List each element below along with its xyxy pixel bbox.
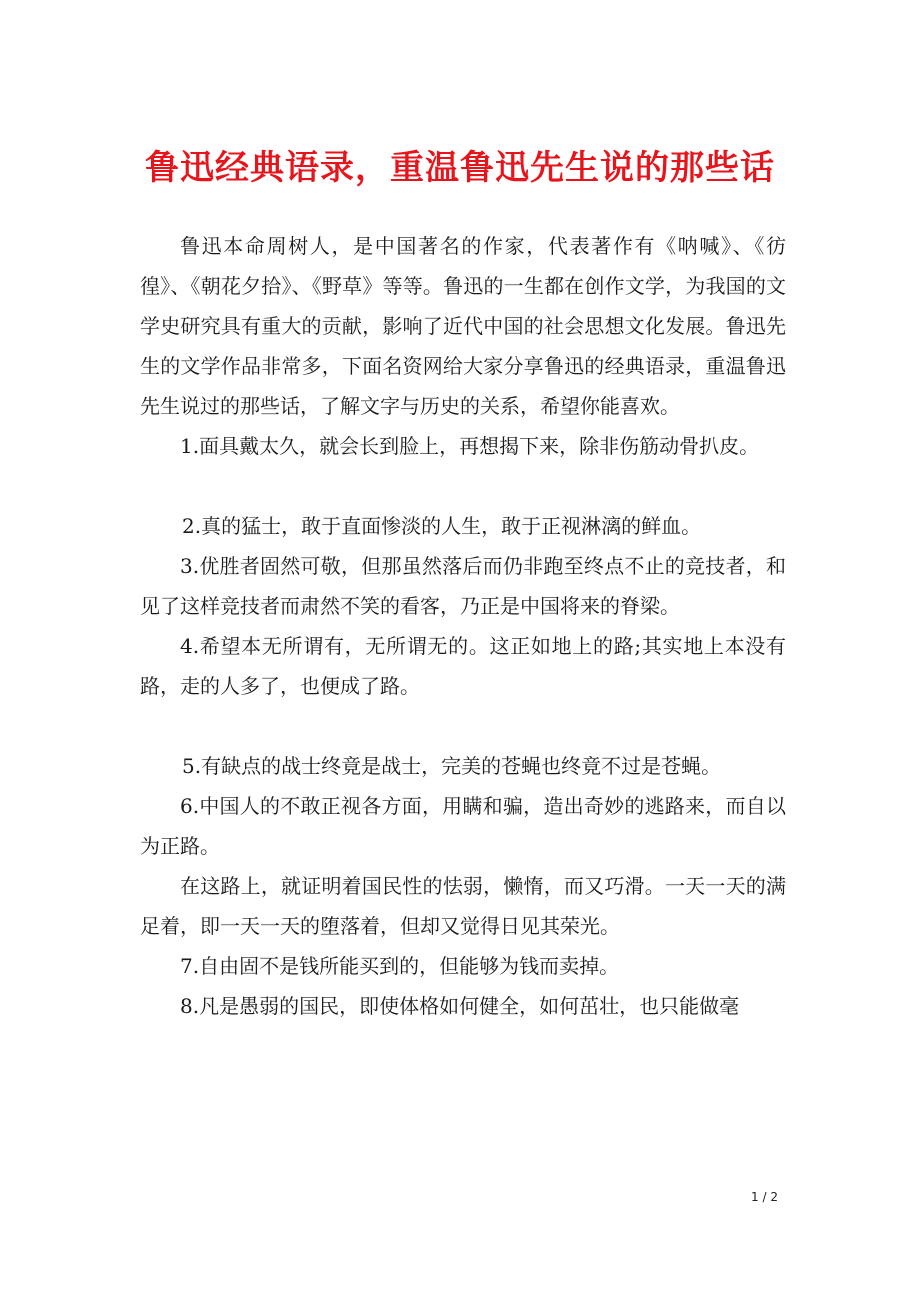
quote-7: 7.自由固不是钱所能买到的，但能够为钱而卖掉。 bbox=[180, 954, 620, 978]
document-body bbox=[140, 226, 786, 1026]
quote-6: 6.中国人的不敢正视各方面，用瞒和骗，造出奇妙的逃路来，而自以为正路。 bbox=[140, 794, 786, 858]
quote-5: 5.有缺点的战士终竟是战士，完美的苍蝇也终竟不过是苍蝇。 bbox=[182, 754, 722, 778]
quote-2: 2.真的猛士，敢于直面惨淡的人生，敢于正视淋漓的鲜血。 bbox=[182, 514, 702, 538]
intro-paragraph: 鲁迅本命周树人，是中国著名的作家，代表著作有《呐喊》、《彷徨》、《朝花夕拾》、《野草》等等。鲁迅的一生都在创作文学，为我国的文学史研究具有重大的贡献，影响了近代中国的社会思想文化发展。鲁迅先生的文学作品非常多，下面名资网给大家分享鲁迅的经典语录，重温鲁迅先生说过的那些话，了解文字与历史的关系，希望你能喜欢。 bbox=[140, 234, 786, 418]
quote-8: 8.凡是愚弱的国民，即使体格如何健全，如何茁壮，也只能做毫 bbox=[180, 994, 740, 1018]
quote-1: 1.面具戴太久，就会长到脸上，再想揭下来，除非伤筋动骨扒皮。 bbox=[180, 434, 760, 458]
page-number: 1 / 2 bbox=[751, 1190, 778, 1204]
quote-3: 3.优胜者固然可敬，但那虽然落后而仍非跑至终点不止的竞技者，和见了这样竞技者而肃然不笑的看客，乃正是中国将来的脊梁。 bbox=[140, 554, 786, 618]
quote-4: 4.希望本无所谓有，无所谓无的。这正如地上的路;其实地上本没有路，走的人多了，也便成了路。 bbox=[140, 634, 786, 698]
document-title: 鲁迅经典语录，重温鲁迅先生说的那些话 bbox=[145, 148, 775, 188]
quote-6-continued: 在这路上，就证明着国民性的怯弱，懒惰，而又巧滑。一天一天的满足着，即一天一天的堕落着，但却又觉得日见其荣光。 bbox=[140, 874, 786, 938]
